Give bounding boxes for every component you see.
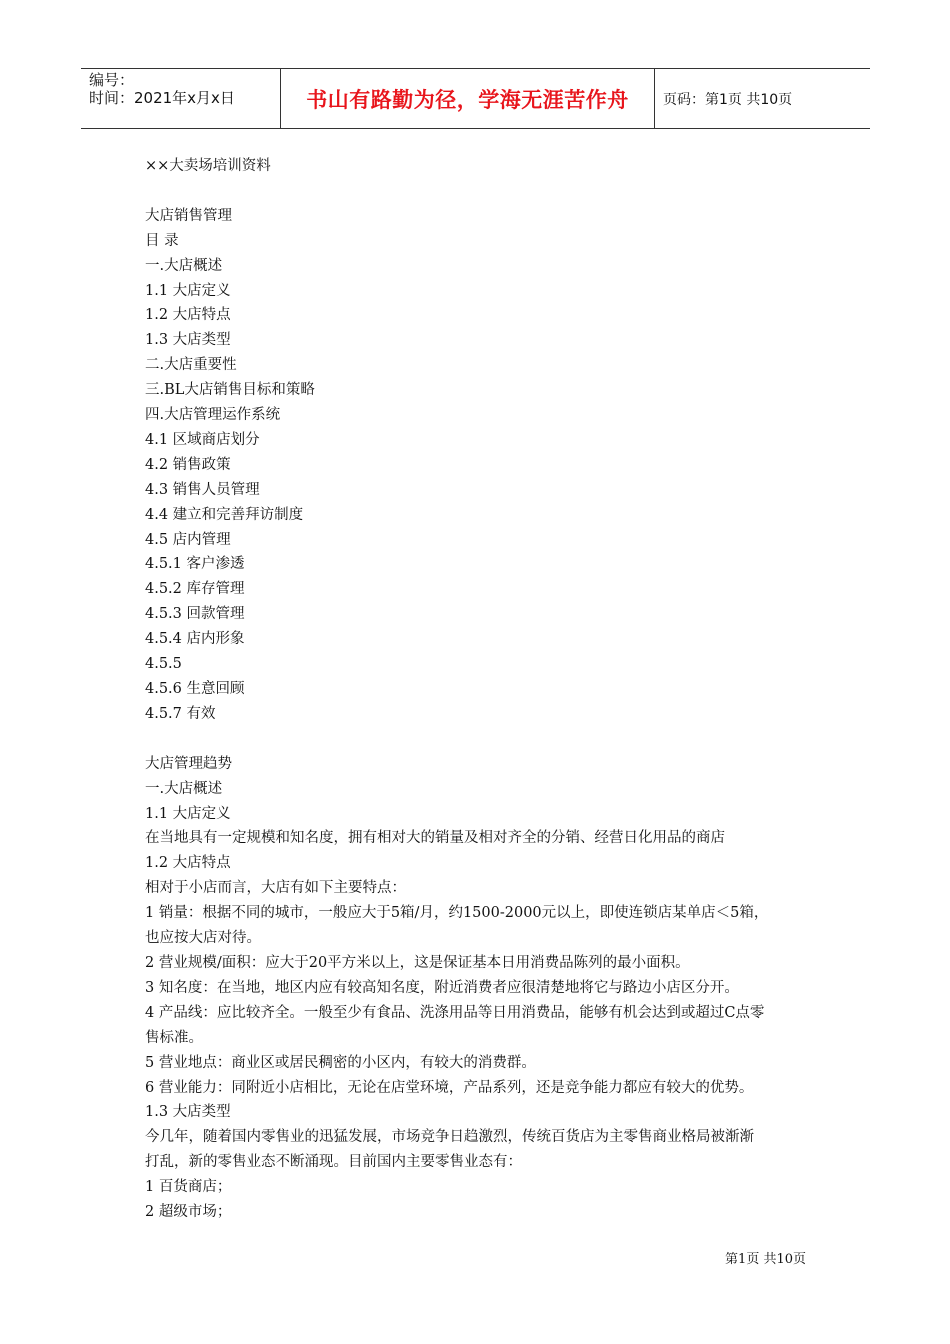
body-line: 在当地具有一定规模和知名度，拥有相对大的销量及相对齐全的分销、经营日化用品的商店: [145, 830, 725, 847]
body-line: 4.5.5: [145, 656, 182, 673]
body-line: 4.5.4 店内形象: [145, 631, 245, 648]
body-line: 目 录: [145, 232, 179, 249]
body-line: [145, 179, 815, 204]
body-line: 1.2 大店特点: [145, 307, 231, 324]
body-line: 相对于小店而言，大店有如下主要特点：: [145, 880, 406, 897]
body-line: 4.5.1 客户渗透: [145, 556, 245, 573]
body-line: 4.5.3 回款管理: [145, 606, 245, 623]
page-header: [81, 68, 870, 129]
body-line: 2 超级市场；: [145, 1204, 232, 1221]
body-line: 今几年，随着国内零售业的迅猛发展，市场竞争日趋激烈，传统百货店为主零售商业格局被渐渐: [145, 1129, 754, 1146]
body-line: 四.大店管理运作系统: [145, 407, 281, 424]
body-line: 一.大店概述: [145, 780, 223, 797]
body-line: 4.5.2 库存管理: [145, 581, 245, 598]
body-line: 1.3 大店类型: [145, 332, 231, 349]
body-line: 二.大店重要性: [145, 357, 237, 374]
header-page-label: 页码：第1页 共10页: [663, 91, 793, 108]
body-line: 4.5.7 有效: [145, 705, 216, 722]
body-line: 1.1 大店定义: [145, 805, 231, 822]
serial-label: 编号：: [89, 71, 135, 89]
document-body: [145, 154, 815, 1225]
body-line: 一.大店概述: [145, 257, 223, 274]
body-line: 大店管理趋势: [145, 755, 232, 772]
time-label: 时间：2021年x月x日: [89, 89, 235, 107]
body-line: 大店销售管理: [145, 207, 232, 224]
body-line: 4.4 建立和完善拜访制度: [145, 506, 304, 523]
header-motto: 书山有路勤为径，学海无涯苦作舟: [281, 69, 655, 128]
body-line: 4.1 区域商店划分: [145, 431, 260, 448]
body-line: 4 产品线：应比较齐全。一般至少有食品、洗涤用品等日用消费品，能够有机会达到或超过C点零: [145, 1004, 765, 1021]
body-line: 3 知名度：在当地，地区内应有较高知名度，附近消费者应很清楚地将它与路边小店区分开。: [145, 979, 739, 996]
body-line: 三.BL大店销售目标和策略: [145, 382, 315, 399]
body-line: 1.3 大店类型: [145, 1104, 231, 1121]
body-line: 1 销量：根据不同的城市，一般应大于5箱/月，约1500-2000元以上，即使连锁店某单店＜5箱，: [145, 905, 769, 922]
body-line: 1.1 大店定义: [145, 282, 231, 299]
header-meta: [81, 69, 281, 128]
body-line: 4.5.6 生意回顾: [145, 681, 245, 698]
body-line: 4.5 店内管理: [145, 531, 231, 548]
body-line: 2 营业规模/面积：应大于20平方米以上，这是保证基本日用消费品陈列的最小面积。: [145, 954, 690, 971]
body-line: [145, 727, 815, 752]
body-line: 4.3 销售人员管理: [145, 481, 260, 498]
body-line: 4.2 销售政策: [145, 456, 231, 473]
body-line: 5 营业地点：商业区或居民稠密的小区内，有较大的消费群。: [145, 1054, 536, 1071]
body-line: 打乱，新的零售业态不断涌现。目前国内主要零售业态有：: [145, 1154, 522, 1171]
body-line: 售标准。: [145, 1029, 203, 1046]
body-line: 也应按大店对待。: [145, 930, 261, 947]
page-footer: 第1页 共10页: [725, 1252, 806, 1267]
body-line: 1 百货商店；: [145, 1179, 232, 1196]
body-line: ××大卖场培训资料: [145, 158, 271, 174]
body-line: 1.2 大店特点: [145, 855, 231, 872]
body-line: 6 营业能力：同附近小店相比，无论在店堂环境，产品系列，还是竞争能力都应有较大的优势。: [145, 1079, 754, 1096]
